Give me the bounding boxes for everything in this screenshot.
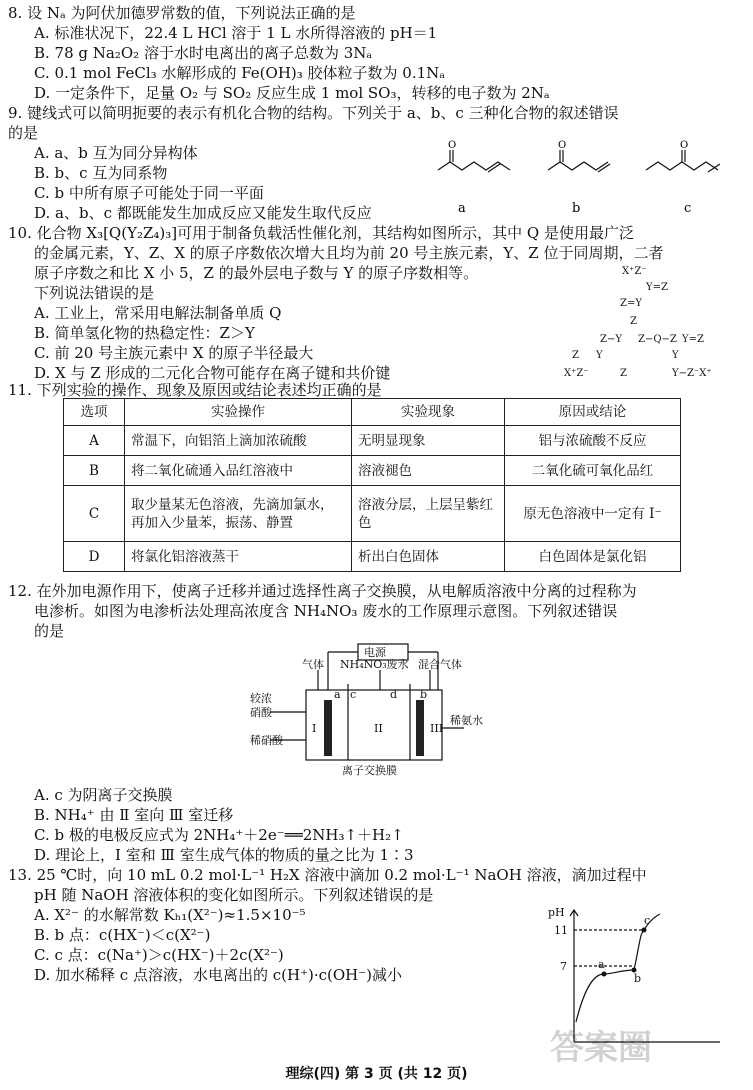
dilute-ammonia-label: 稀氨水 — [450, 714, 483, 727]
q8-option-a: A. 标准状况下，22.4 L HCl 溶于 1 L 水所得溶液的 pH＝1 — [34, 24, 438, 42]
q11-table — [63, 398, 681, 572]
table-cell: 溶液褪色 — [352, 456, 505, 486]
table-cell: 将二氧化硫通入品红溶液中 — [125, 456, 352, 486]
electrode-b-label: b — [420, 688, 428, 701]
point-a — [602, 972, 607, 977]
svg-text:Y=Z: Y=Z — [646, 282, 668, 293]
q9-stem-cont: 的是 — [8, 124, 39, 142]
table-cell: D — [64, 542, 125, 572]
table-cell: 白色固体是氯化铝 — [505, 542, 681, 572]
q9-option-b: B. b、c 互为同系物 — [34, 164, 168, 182]
q8-option-b: B. 78 g Na₂O₂ 溶于水时电离出的离子总数为 3Nₐ — [34, 44, 373, 62]
q8-stem: 8. 设 Nₐ 为阿伏加德罗常数的值，下列说法正确的是 — [8, 4, 356, 22]
table-cell: 取少量某无色溶液，先滴加氯水，再加入少量苯，振荡、静置 — [125, 486, 352, 542]
svg-text:Y−Z⁻X⁺: Y−Z⁻X⁺ — [672, 368, 712, 379]
table-header: 选项 — [64, 399, 125, 426]
q10-stem: 10. 化合物 X₃[Q(Y₂Z₄)₃]可用于制备负载活性催化剂，其结构如图所示，其中 Q 是使用最广泛 — [8, 224, 634, 242]
q10-stem-3: 原子序数之和比 X 小 5，Z 的最外层电子数与 Y 的原子序数相等。 — [34, 264, 479, 282]
q12-option-c: C. b 极的电极反应式为 2NH₄⁺＋2e⁻══2NH₃↑＋H₂↑ — [34, 826, 404, 844]
q12-option-b: B. NH₄⁺ 由 Ⅱ 室向 Ⅲ 室迁移 — [34, 806, 234, 824]
svg-text:Z=Y: Z=Y — [620, 298, 642, 309]
svg-text:Z−Q−Z: Z−Q−Z — [638, 334, 677, 345]
q12-electrodialysis-diagram — [250, 640, 500, 780]
q9-option-d: D. a、b、c 都既能发生加成反应又能发生取代反应 — [34, 204, 372, 222]
conc-acid-label-1: 较浓 — [250, 692, 272, 705]
dilute-acid-label: 稀硝酸 — [250, 734, 283, 747]
q9-option-a: A. a、b 互为同分异构体 — [34, 144, 198, 162]
svg-text:Y: Y — [596, 350, 603, 361]
svg-text:Z: Z — [620, 368, 627, 379]
graph-label-c: c — [644, 914, 651, 927]
table-cell: 原无色溶液中一定有 I⁻ — [505, 486, 681, 542]
q10-option-c: C. 前 20 号主族元素中 X 的原子半径最大 — [34, 344, 314, 362]
table-row — [64, 542, 681, 572]
q9-c-o-atom: O — [680, 140, 689, 151]
graph-label-b: b — [634, 972, 642, 985]
room-3-label: III — [430, 722, 444, 735]
table-cell: 将氯化铝溶液蒸干 — [125, 542, 352, 572]
q13-option-b: B. b 点：c(HX⁻)＜c(X²⁻) — [34, 926, 211, 944]
table-header: 实验现象 — [352, 399, 505, 426]
svg-text:X⁺Z⁻: X⁺Z⁻ — [622, 266, 647, 277]
electrode-a-label: a — [334, 688, 341, 701]
q10-option-b: B. 简单氢化物的热稳定性：Z＞Y — [34, 324, 255, 342]
membrane-d-label: d — [390, 688, 398, 701]
q9-a-o-atom: O — [448, 140, 457, 151]
graph-ylabel: pH — [548, 906, 565, 919]
page-footer: 理综(四) 第 3 页 (共 12 页) — [285, 1066, 468, 1082]
membrane-c-label: c — [350, 688, 357, 701]
q9-b-o-atom: O — [558, 140, 567, 151]
membrane-label: 离子交换膜 — [342, 764, 397, 777]
gas-right-label: 混合气体 — [418, 658, 462, 671]
gas-left-label: 气体 — [302, 658, 324, 671]
q13-option-a: A. X²⁻ 的水解常数 Kₕ₁(X²⁻)≈1.5×10⁻⁵ — [34, 906, 306, 924]
svg-text:Z: Z — [630, 316, 637, 327]
table-cell: 溶液分层，上层呈紫红色 — [352, 486, 505, 542]
q12-stem-2: 电渗析。如图为电渗析法处理高浓度含 NH₄NO₃ 废水的工作原理示意图。下列叙述错误 — [34, 602, 618, 620]
table-cell: 常温下，向铝箔上滴加浓硫酸 — [125, 426, 352, 456]
q10-option-a: A. 工业上，常采用电解法制备单质 Q — [34, 304, 282, 322]
q8-option-c: C. 0.1 mol FeCl₃ 水解形成的 Fe(OH)₃ 胶体粒子数为 0.1Nₐ — [34, 64, 446, 82]
svg-text:X⁺Z⁻: X⁺Z⁻ — [564, 368, 589, 379]
q12-option-a: A. c 为阴离子交换膜 — [34, 786, 173, 804]
point-c — [642, 928, 647, 933]
room-1-label: I — [312, 722, 317, 735]
q11-stem: 11. 下列实验的操作、现象及原因或结论表述均正确的是 — [8, 381, 382, 399]
q10-stem-4: 下列说法错误的是 — [34, 284, 155, 302]
table-row — [64, 426, 681, 456]
q9-stem: 9. 键线式可以简明扼要的表示有机化合物的结构。下列关于 a、b、c 三种化合物的叙述错误 — [8, 104, 619, 122]
q10-structure — [560, 262, 750, 392]
svg-text:Z: Z — [572, 350, 579, 361]
q13-option-c: C. c 点：c(Na⁺)＞c(HX⁻)＋2c(X²⁻) — [34, 946, 284, 964]
electrode-b — [416, 700, 424, 756]
electrode-a — [324, 700, 332, 756]
table-header-row — [64, 399, 681, 426]
q9-label-b: b — [572, 201, 581, 216]
table-header: 实验操作 — [125, 399, 352, 426]
q9-option-c: C. b 中所有原子可能处于同一平面 — [34, 184, 264, 202]
q9-label-c: c — [684, 201, 692, 216]
table-cell: 二氧化硫可氧化品红 — [505, 456, 681, 486]
q13-stem-2: pH 随 NaOH 溶液体积的变化如图所示。下列叙述错误的是 — [34, 886, 434, 904]
table-row — [64, 456, 681, 486]
table-header: 原因或结论 — [505, 399, 681, 426]
graph-label-a: a — [598, 958, 605, 971]
table-row — [64, 486, 681, 542]
q9-label-a: a — [458, 201, 466, 216]
q12-stem: 12. 在外加电源作用下，使离子迁移并通过选择性离子交换膜，从电解质溶液中分离的过程称为 — [8, 582, 637, 600]
q12-stem-3: 的是 — [34, 622, 65, 640]
table-cell: A — [64, 426, 125, 456]
q13-option-d: D. 加水稀释 c 点溶液，水电离出的 c(H⁺)·c(OH⁻)减小 — [34, 966, 403, 984]
q12-option-d: D. 理论上，Ⅰ 室和 Ⅲ 室生成气体的物质的量之比为 1∶3 — [34, 846, 414, 864]
table-cell: 无明显现象 — [352, 426, 505, 456]
waste-label: NH₄NO₃废水 — [340, 658, 409, 671]
q10-stem-2: 的金属元素，Y、Z、X 的原子序数依次增大且均为前 20 号主族元素，Y、Z 位于同周期，二者 — [34, 244, 664, 262]
q13-stem: 13. 25 ℃时，向 10 mL 0.2 mol·L⁻¹ H₂X 溶液中滴加 0.2 mol·L⁻¹ NaOH 溶液，滴加过程中 — [8, 866, 647, 884]
q10-option-d: D. X 与 Z 形成的二元化合物可能存在离子键和共价键 — [34, 364, 391, 382]
table-cell: 析出白色固体 — [352, 542, 505, 572]
svg-text:Z−Y: Z−Y — [600, 334, 622, 345]
q8-option-d: D. 一定条件下，足量 O₂ 与 SO₂ 反应生成 1 mol SO₃，转移的电子数为 2Nₐ — [34, 84, 550, 102]
power-label: 电源 — [364, 646, 386, 659]
table-cell: B — [64, 456, 125, 486]
q9-structures — [430, 140, 730, 220]
svg-text:Y=Z: Y=Z — [682, 334, 704, 345]
conc-acid-label-2: 硝酸 — [250, 706, 272, 719]
table-cell: C — [64, 486, 125, 542]
watermark-logo: 答案圈 — [550, 1028, 652, 1068]
graph-tick-11: 11 — [554, 924, 568, 937]
table-cell: 铝与浓硫酸不反应 — [505, 426, 681, 456]
graph-tick-7: 7 — [560, 960, 567, 973]
room-2-label: II — [374, 722, 383, 735]
svg-text:Y: Y — [672, 350, 679, 361]
